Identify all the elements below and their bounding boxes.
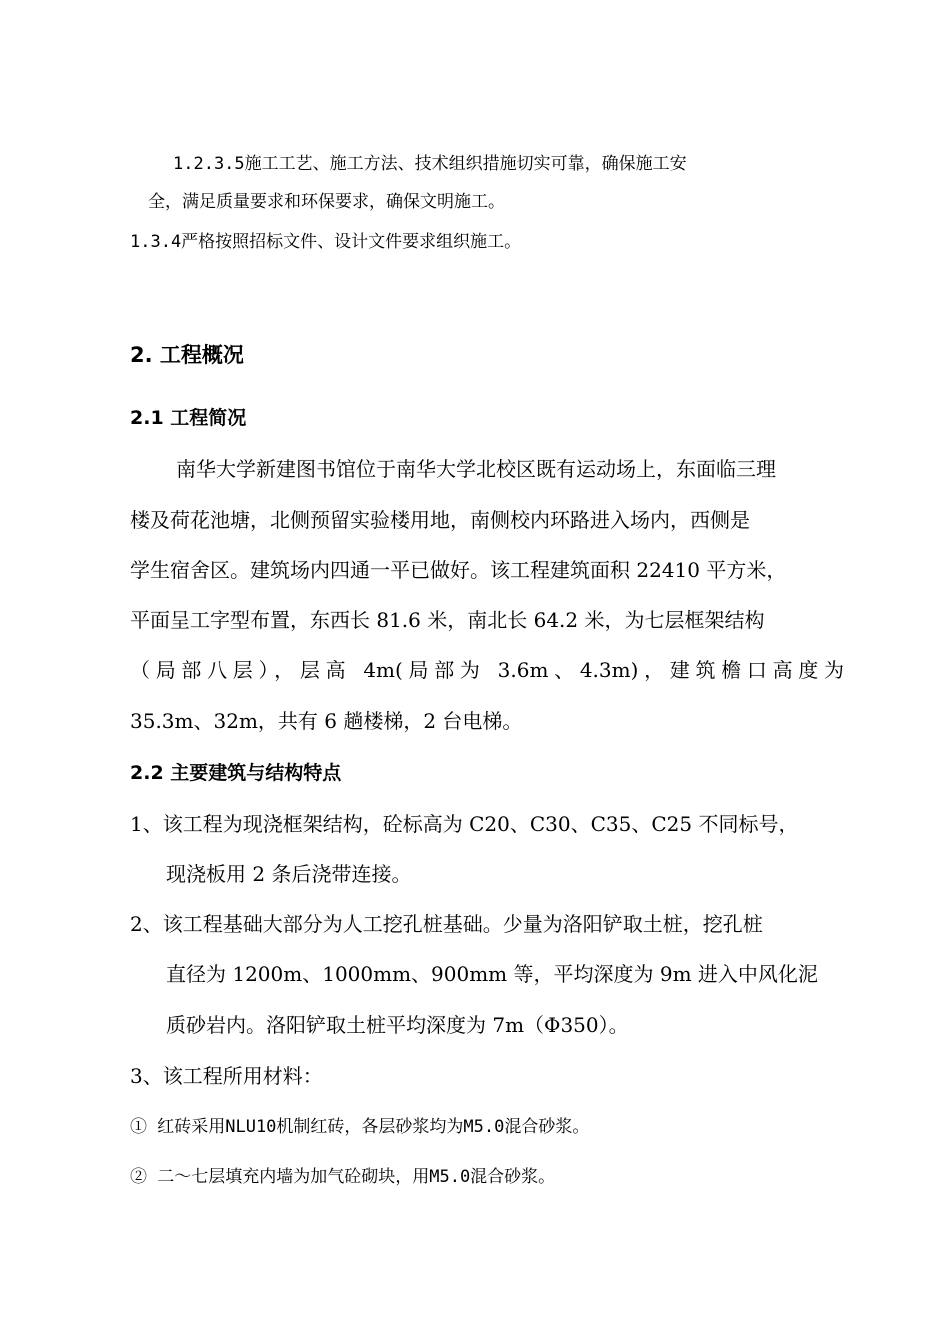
section-2-heading: 2. 工程概况	[130, 343, 244, 367]
s21-line-1: 南华大学新建图书馆位于南华大学北校区既有运动场上，东面临三理	[176, 457, 776, 481]
s21-line-4: 平面呈工字型布置，东西长 81.6 米，南北长 64.2 米，为七层框架结构	[130, 608, 765, 632]
s22-item-1-line-2: 现浇板用 2 条后浇带连接。	[166, 862, 412, 886]
section-2-1-heading: 2.1 工程简况	[130, 407, 247, 429]
s22-item-2-line-1: 2、该工程基础大部分为人工挖孔桩基础。少量为洛阳铲取土桩，挖孔桩	[130, 912, 763, 936]
clause-1-2-3-5-line-2: 全，满足质量要求和环保要求，确保文明施工。	[148, 192, 505, 212]
s21-line-2: 楼及荷花池塘，北侧预留实验楼用地，南侧校内环路进入场内，西侧是	[130, 508, 750, 532]
s22-item-3: 3、该工程所用材料：	[130, 1064, 323, 1088]
s21-line-3: 学生宿舍区。建筑场内四通一平已做好。该工程建筑面积 22410 平方米，	[130, 558, 787, 582]
s22-material-1: ① 红砖采用NLU10机制红砖，各层砂浆均为M5.0混合砂浆。	[130, 1117, 590, 1137]
clause-1-2-3-5-line-1: 1.2.3.5施工工艺、施工方法、技术组织措施切实可靠，确保施工安	[173, 154, 687, 174]
s22-item-2-line-2: 直径为 1200m、1000mm、900mm 等，平均深度为 9m 进入中风化泥	[166, 962, 818, 986]
s21-line-5	[130, 656, 844, 684]
s22-item-1-line-1: 1、该工程为现浇框架结构，砼标高为 C20、C30、C35、C25 不同标号，	[130, 812, 799, 836]
s21-line-5-text: （局部八层），层高 4m(局部为 3.6m、4.3m)，建筑檐口高度为	[130, 658, 844, 682]
clause-1-3-4: 1.3.4严格按照招标文件、设计文件要求组织施工。	[130, 232, 522, 252]
s22-material-2: ② 二～七层填充内墙为加气砼砌块，用M5.0混合砂浆。	[130, 1167, 556, 1187]
s21-line-6: 35.3m、32m，共有 6 趟楼梯，2 台电梯。	[130, 709, 523, 733]
section-2-2-heading: 2.2 主要建筑与结构特点	[130, 762, 342, 784]
s22-item-2-line-3: 质砂岩内。洛阳铲取土桩平均深度为 7m（Φ350）。	[166, 1013, 629, 1037]
